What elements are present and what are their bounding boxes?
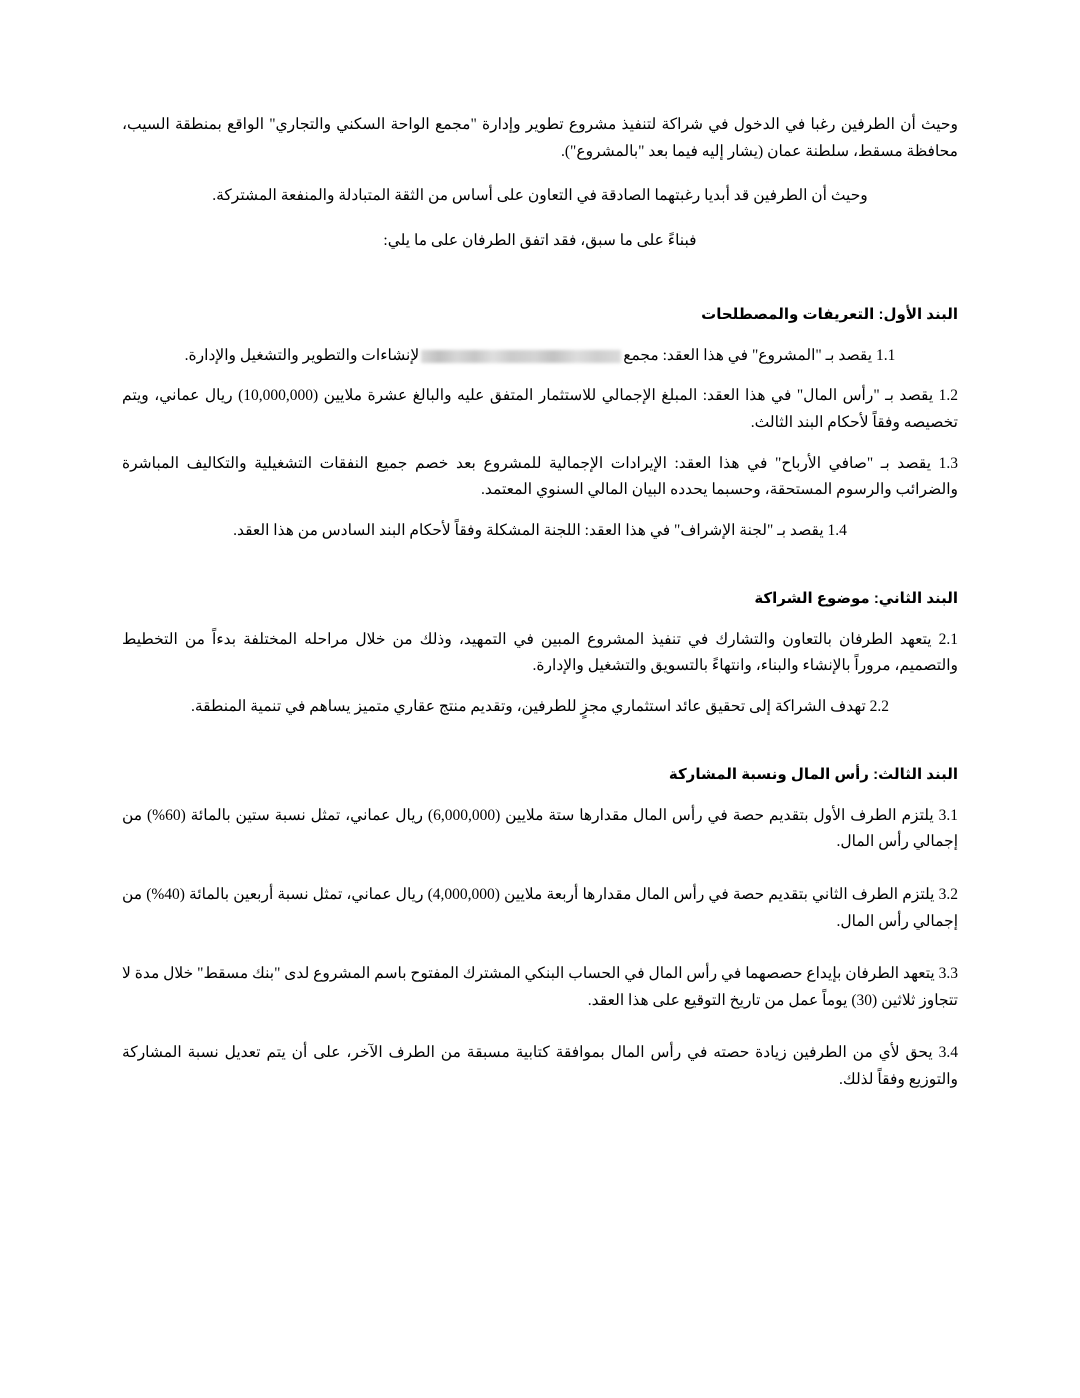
clause-number: 1.2 <box>938 387 959 405</box>
spacer <box>122 870 958 882</box>
clause-text: يقصد بـ "صافي الأرباح" في هذا العقد: الإيرادات الإجمالية للمشروع بعد خصم جميع النفقات التشغيلية والتكاليف المباشرة والضرائب والرسوم المستحقة، وحسبما يحدده البيان المالي السنوي المعتمد. <box>122 454 958 499</box>
spacer <box>122 216 958 228</box>
clause-number: 1.4 <box>827 521 847 539</box>
clause-text: يتعهد الطرفان بإيداع حصصهما في رأس المال في الحساب البنكي المشترك المفتوح باسم المشروع لدى "بنك مسقط" خلال مدة لا تتجاوز ثلاثين (30) يوماً عمل من تاريخ التوقيع على هذا العقد. <box>122 965 958 1009</box>
clause-number: 3.4 <box>938 1044 958 1062</box>
clause-1-2 <box>122 383 958 436</box>
spacer <box>122 261 958 305</box>
clause-1-1 <box>122 343 958 370</box>
clause-text: يحق لأي من الطرفين زيادة حصته في رأس المال بموافقة كتابية مسبقة من الطرف الآخر، على أن يتم تعديل نسبة المشاركة والتوزيع وفقاً لذلك. <box>122 1044 958 1089</box>
clause-2-1 <box>122 627 958 680</box>
clause-3-2 <box>122 882 958 935</box>
section-heading-2: البند الثاني: موضوع الشراكة <box>754 589 958 607</box>
preamble-paragraph-3: فبناءً على ما سبق، فقد اتفق الطرفان على ما يلي: <box>383 231 697 249</box>
section-heading-3: البند الثالث: رأس المال ونسبة المشاركة <box>668 765 958 783</box>
preamble-paragraph-2: وحيث أن الطرفين قد أبديا رغبتهما الصادقة في التعاون على أساس من الثقة المتبادلة والمنفعة المشتركة. <box>212 187 868 205</box>
clause-3-1 <box>122 803 958 856</box>
clause-text-after: لإنشاءات والتطوير والتشغيل والإدارة. <box>184 346 420 364</box>
clause-text: يقصد بـ "رأس المال" في هذا العقد: المبلغ الإجمالي للاستثمار المتفق عليه والبالغ عشرة ملايين (10,000,000) ريال عماني، ويتم تخصيصه وفقاً لأحكام البند الثالث. <box>122 387 958 431</box>
section-heading-1: البند الأول: التعريفات والمصطلحات <box>701 305 958 323</box>
clause-2-2 <box>122 694 958 721</box>
clause-text-before: يقصد بـ "المشروع" في هذا العقد: مجمع <box>623 346 873 364</box>
clause-1-4 <box>122 518 958 545</box>
spacer <box>122 607 958 627</box>
preamble-paragraph-1: وحيث أن الطرفين رغبا في الدخول في شراكة لتنفيذ مشروع تطوير وإدارة "مجمع الواحة السكني والتجاري" الواقع بمنطقة السيب، محافظة مسقط، سلطنة عمان (يشار إليه فيما بعد "بالمشروع"). <box>122 116 958 160</box>
clause-number: 3.1 <box>938 806 958 824</box>
spacer <box>122 1028 958 1040</box>
redacted-text-block <box>421 350 621 363</box>
clause-1-3 <box>122 451 958 504</box>
clause-text: يقصد بـ "لجنة الإشراف" في هذا العقد: اللجنة المشكلة وفقاً لأحكام البند السادس من هذا العقد. <box>233 521 824 539</box>
clause-text: يلتزم الطرف الأول بتقديم حصة في رأس المال مقدارها ستة ملايين (6,000,000) ريال عماني، تمثل نسبة ستين بالمائة (60%) من إجمالي رأس المال. <box>122 806 958 851</box>
clause-3-3 <box>122 961 958 1014</box>
clause-text: تهدف الشراكة إلى تحقيق عائد استثماري مجزٍ للطرفين، وتقديم منتج عقاري متميز يساهم في تنمية المنطقة. <box>190 697 866 715</box>
clause-text: يتعهد الطرفان بالتعاون والتشارك في تنفيذ المشروع المبين في التمهيد، وذلك من خلال مراحله المختلفة بدءاً من التخطيط والتصميم، مروراً بالإنشاء والبناء، وانتهاءً بالتسويق والتشغيل والإدارة. <box>122 630 958 675</box>
spacer <box>122 735 958 765</box>
clause-number: 3.2 <box>938 885 958 903</box>
spacer <box>122 559 958 589</box>
clause-3-4 <box>122 1040 958 1093</box>
clause-text: يلتزم الطرف الثاني بتقديم حصة في رأس المال مقدارها أربعة ملايين (4,000,000) ريال عماني، تمثل نسبة أربعين بالمائة (40%) من إجمالي رأس المال. <box>122 885 958 930</box>
spacer <box>122 783 958 803</box>
spacer <box>122 171 958 183</box>
clause-number: 2.1 <box>938 630 959 648</box>
spacer <box>122 949 958 961</box>
clause-number: 1.1 <box>875 346 896 364</box>
spacer <box>122 323 958 343</box>
clause-number: 1.3 <box>938 454 959 472</box>
clause-number: 2.2 <box>869 697 890 715</box>
clause-number: 3.3 <box>938 965 959 983</box>
